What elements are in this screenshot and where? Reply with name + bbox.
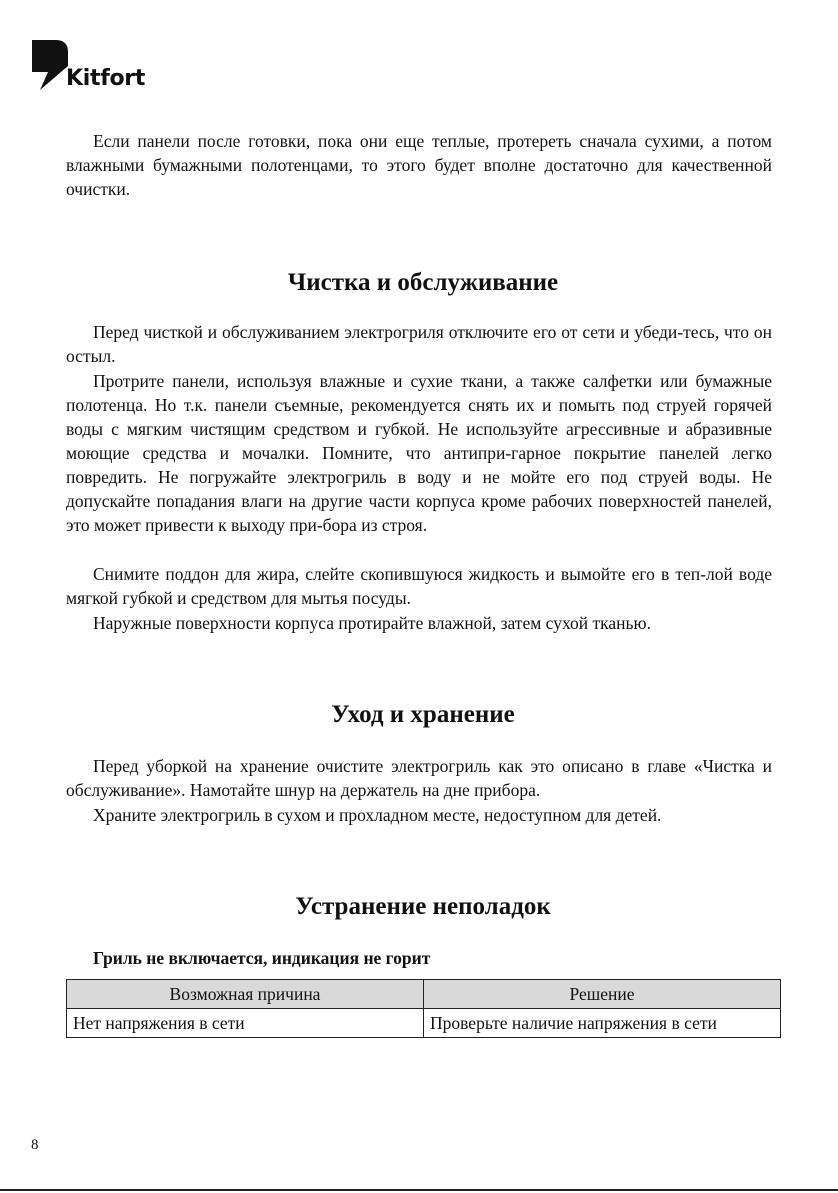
table-header-cause: Возможная причина: [67, 980, 424, 1009]
section-title-cleaning: Чистка и обслуживание: [287, 269, 559, 296]
kitfort-logo-icon: [30, 38, 70, 90]
table-cell-solution: Проверьте наличие напряжения в сети: [424, 1009, 781, 1038]
bottom-divider: [0, 1189, 838, 1191]
table-row: [67, 1009, 781, 1038]
cleaning-paragraph-4: Наружные поверхности корпуса протирайте влажной, затем сухой тканью.: [93, 613, 651, 633]
cleaning-paragraph-2: Протрите панели, используя влажные и сухие ткани, а также салфетки или бумажные полотенца. Но т.к. панели съемные, рекомендуется снять их и помыть под струей горячей воды с мягким чистящим средством и губкой. Не используйте агрессивные и абразивные моющие средства и мочалки. Помните, что антипри-гарное покрытие панелей легко повредить. Не погружайте электрогриль в воду и не мойте его под струей воды. Не допускайте попадания влаги на другие части корпуса кроме рабочих поверхностей панелей, это может привести к выходу при-бора из строя.: [66, 371, 772, 535]
section-title-storage: Уход и хранение: [331, 701, 515, 728]
brand-name: Kitfort: [66, 66, 146, 91]
problem-heading: Гриль не включается, индикация не горит: [93, 948, 431, 968]
kitfort-logo: [30, 38, 150, 98]
table-header-row: [67, 980, 781, 1009]
table-cell-cause: Нет напряжения в сети: [67, 1009, 424, 1038]
table-header-solution: Решение: [424, 980, 781, 1009]
storage-paragraph-2: Храните электрогриль в сухом и прохладном месте, недоступном для детей.: [93, 805, 662, 825]
cleaning-paragraph-1: Перед чисткой и обслуживанием электрогриля отключите его от сети и убеди-тесь, что он остыл.: [66, 322, 772, 366]
storage-paragraph-1: Перед уборкой на хранение очистите электрогриль как это описано в главе «Чистка и обслуживание». Намотайте шнур на держатель на дне прибора.: [66, 756, 772, 800]
cleaning-paragraph-3: Снимите поддон для жира, слейте скопившуюся жидкость и вымойте его в теп-лой воде мягкой губкой и средством для мытья посуды.: [66, 564, 772, 608]
intro-paragraph: Если панели после готовки, пока они еще теплые, протереть сначала сухими, а потом влажными бумажными полотенцами, то этого будет вполне достаточно для качественной очистки.: [66, 131, 772, 199]
page-number: 8: [31, 1137, 39, 1153]
section-title-troubleshooting: Устранение неполадок: [295, 893, 551, 920]
troubleshooting-table: [66, 979, 781, 1038]
